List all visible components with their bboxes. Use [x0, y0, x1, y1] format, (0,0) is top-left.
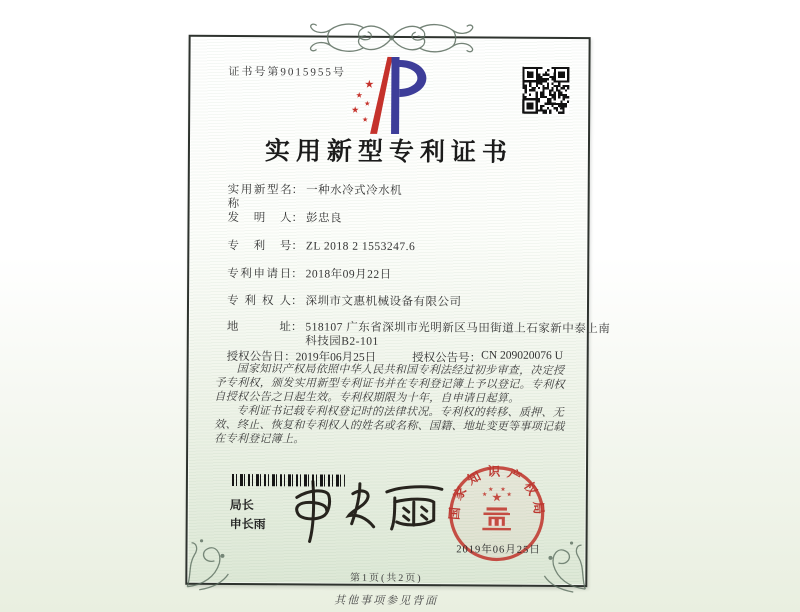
field-utility-model-name	[228, 183, 403, 212]
svg-text:★: ★	[491, 490, 503, 505]
signer-title: 局长	[229, 497, 254, 513]
svg-text:★: ★	[500, 486, 506, 494]
svg-text:★: ★	[364, 77, 375, 91]
colon: ：	[291, 212, 304, 225]
field-filing-date	[227, 267, 392, 282]
grant-number-value: CN 209020076 U	[481, 349, 564, 362]
colon: ：	[291, 240, 303, 253]
colon: ：	[290, 321, 303, 334]
field-patentee	[227, 294, 462, 309]
legal-paragraph: 国家知识产权局依照中华人民共和国专利法经过初步审查，决定授予专利权，颁发实用新型专利证书并在专利登记簿上予以登记。专利权自授权公告之日起生效。专利权期限为十年，自申请日起算。	[214, 363, 565, 405]
certificate-frame	[185, 35, 611, 587]
signer-block	[230, 496, 266, 534]
colon: ：	[284, 351, 296, 364]
svg-text:★: ★	[361, 115, 369, 124]
grant-date-value: 2019年06月25日	[295, 351, 377, 364]
colon: ：	[291, 268, 303, 281]
field-value: 518107 广东省深圳市光明新区马田街道上石家新中泰上南科技园B2-101	[305, 321, 611, 348]
certificate-title: 实用新型专利证书	[264, 138, 514, 167]
signer-name: 申长雨	[229, 516, 266, 532]
legal-text	[214, 362, 567, 448]
field-value: 一种水冷式冷水机	[306, 184, 403, 198]
field-address	[227, 320, 616, 350]
field-label: 地址	[226, 320, 291, 334]
svg-text:★: ★	[481, 491, 488, 499]
cnipa-logo-icon	[345, 52, 438, 137]
field-label: 发明人	[227, 211, 292, 225]
field-label: 专利号	[227, 239, 292, 253]
grant-date-label: 授权公告日	[226, 350, 285, 364]
field-value: 彭忠良	[305, 212, 343, 225]
commissioner-signature	[283, 475, 453, 551]
page-number: 第1页(共2页)	[349, 572, 423, 585]
svg-text:★: ★	[487, 486, 494, 494]
svg-text:★: ★	[506, 491, 512, 499]
certificate-number: 证书号第9015955号	[228, 65, 346, 79]
seal-date: 2019年06月25日	[456, 544, 541, 556]
colon: ：	[291, 184, 304, 197]
seal-text: 国家知识产权局	[447, 464, 546, 521]
field-patent-number	[227, 239, 415, 254]
qr-code	[522, 67, 569, 114]
svg-text:★: ★	[351, 105, 360, 116]
grant-number-label: 授权公告号	[412, 352, 470, 365]
legal-paragraph: 专利证书记载专利权登记时的法律状况。专利权的转移、质押、无效、终止、恢复和专利权人的姓名或名称、国籍、地址变更等事项记载在专利登记簿上。	[214, 405, 565, 446]
field-label: 实用新型名称	[227, 183, 292, 211]
field-value: ZL 2018 2 1553247.6	[305, 240, 416, 254]
corner-flourish-icon	[181, 533, 239, 593]
colon: ：	[469, 352, 482, 365]
svg-text:★: ★	[364, 99, 371, 108]
field-inventor	[227, 211, 342, 226]
back-side-note: 其他事项参见背面	[334, 594, 439, 608]
field-value: 深圳市文惠机械设备有限公司	[305, 295, 462, 309]
svg-text:★: ★	[355, 90, 363, 100]
colon: ：	[290, 295, 303, 308]
field-label: 专利申请日	[227, 267, 292, 281]
field-label: 专利权人	[226, 294, 292, 308]
field-value: 2018年09月22日	[305, 268, 392, 281]
